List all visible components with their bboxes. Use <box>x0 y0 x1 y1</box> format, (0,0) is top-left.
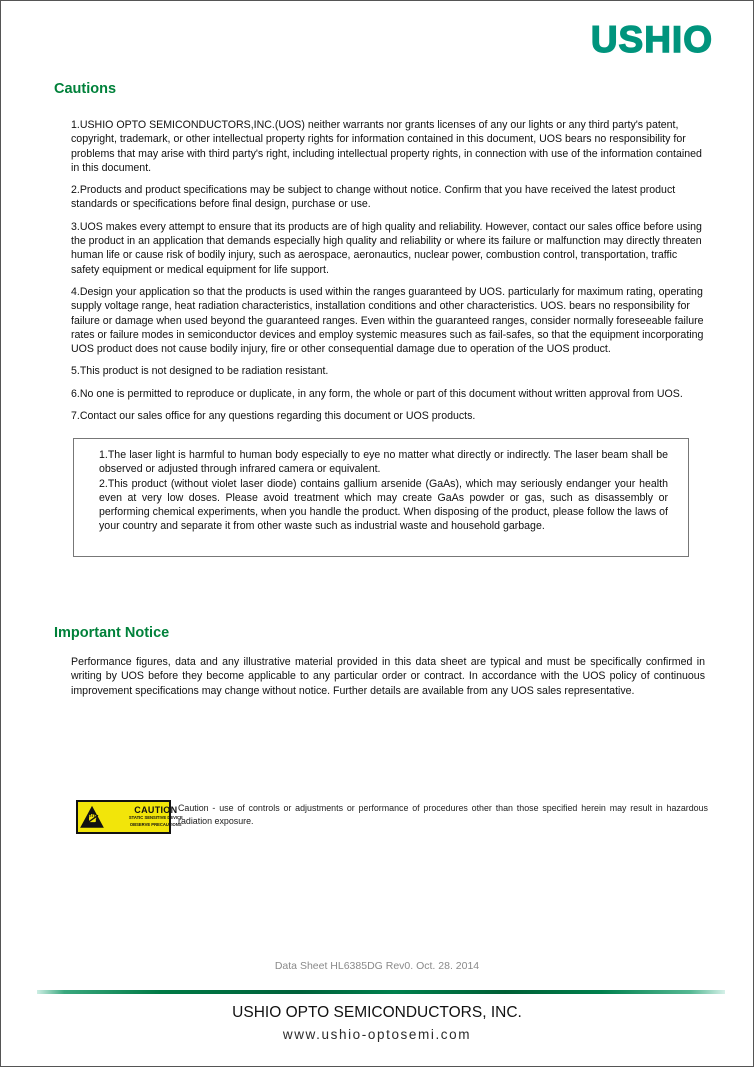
caution-item-2: 2.Products and product specifications may be subject to change without notice. Confirm that you have received the latest product standards or specifications before final design, purchase or use. <box>71 184 676 211</box>
warning-box-item-1: 1.The laser light is harmful to human body especially to eye no matter what directly or indirectly. The laser beam shall be observed or adjusted through infrared camera or equivalent. <box>99 449 668 476</box>
ushio-logo: USHIO <box>590 19 713 60</box>
caution-item-1: 1.USHIO OPTO SEMICONDUCTORS,INC.(UOS) neither warrants nor grants licenses of any our lights or any third party's patent, copyright, trademark, or other intellectual property rights for information contained in this document, UOS bears no responsibility for problems that may arise with third party's right, including intellectual property rights, in connection with use of the information contained in this document. <box>71 119 702 174</box>
radiation-caution-note: Caution - use of controls or adjustments or performance of procedures other than those specified herein may result in hazardous radiation exposure. <box>178 803 708 826</box>
warning-box-item-2: 2.This product (without violet laser diode) contains gallium arsenide (GaAs), which may seriously endanger your health even at very low doses. Please avoid treatment which may create GaAs powder or gas, such as disassembly or performing chemical experiments, when you handle the product. When disposing of the product, please follow the laws of your country and separate it from other waste such as industrial waste and household garbage. <box>99 477 668 533</box>
important-notice-body: Performance figures, data and any illustrative material provided in this data sheet are typical and must be specifically confirmed in writing by UOS before they become applicable to any particular order or contract. In accordance with the UOS policy of continuous improvement specifications may change without notice. Further details are available from any UOS sales representative. <box>71 656 705 697</box>
laser-warning-box <box>73 438 689 557</box>
cautions-heading: Cautions <box>54 81 117 97</box>
esd-label-subtitle-1: STATIC SENSITIVE DEVICE <box>128 814 183 820</box>
esd-label-subtitle-2: OBSERVE PRECAUTIONS <box>130 821 182 827</box>
footer-divider-line <box>37 990 725 994</box>
caution-item-7: 7.Contact our sales office for any questions regarding this document or UOS products. <box>71 410 476 423</box>
important-notice-heading: Important Notice <box>54 625 170 641</box>
document-reference: Data Sheet HL6385DG Rev0. Oct. 28. 2014 <box>274 960 480 972</box>
caution-item-6: 6.No one is permitted to reproduce or duplicate, in any form, the whole or part of this document without written approval from UOS. <box>71 387 683 400</box>
esd-caution-label <box>76 800 183 834</box>
footer-company-name: USHIO OPTO SEMICONDUCTORS, INC. <box>232 1004 522 1021</box>
footer-website-url: www.ushio-optosemi.com <box>282 1027 472 1042</box>
caution-item-4: 4.Design your application so that the products is used within the ranges guaranteed by UOS. particularly for maximum rating, operating supply voltage range, heat radiation characteristics, installation conditions and other characteristics. UOS. bears no responsibility for failure or damage when used beyond the guaranteed ranges. Even within the guaranteed ranges, consider normally foreseeable failure rates or failure modes in semiconductor devices and employ systemic measures such as fail-safes, so that the equipment incorporating UOS product does not cause bodily injury, fire or other consequential damage due to operation of the UOS product. <box>71 285 704 356</box>
caution-item-3: 3.UOS makes every attempt to ensure that its products are of high quality and reliability. However, contact our sales office before using the product in an application that demands especially high quality and reliability or where its failure or malfunction may directly threaten human life or cause risk of bodily injury, such as aerospace, aeronautics, nuclear power, combustion control, transportation, traffic safety equipment or medical equipment for life support. <box>71 220 702 276</box>
esd-label-title: CAUTION <box>134 804 178 815</box>
caution-item-5: 5.This product is not designed to be radiation resistant. <box>71 365 329 378</box>
esd-warning-icon <box>80 804 104 830</box>
cautions-list <box>71 118 705 431</box>
